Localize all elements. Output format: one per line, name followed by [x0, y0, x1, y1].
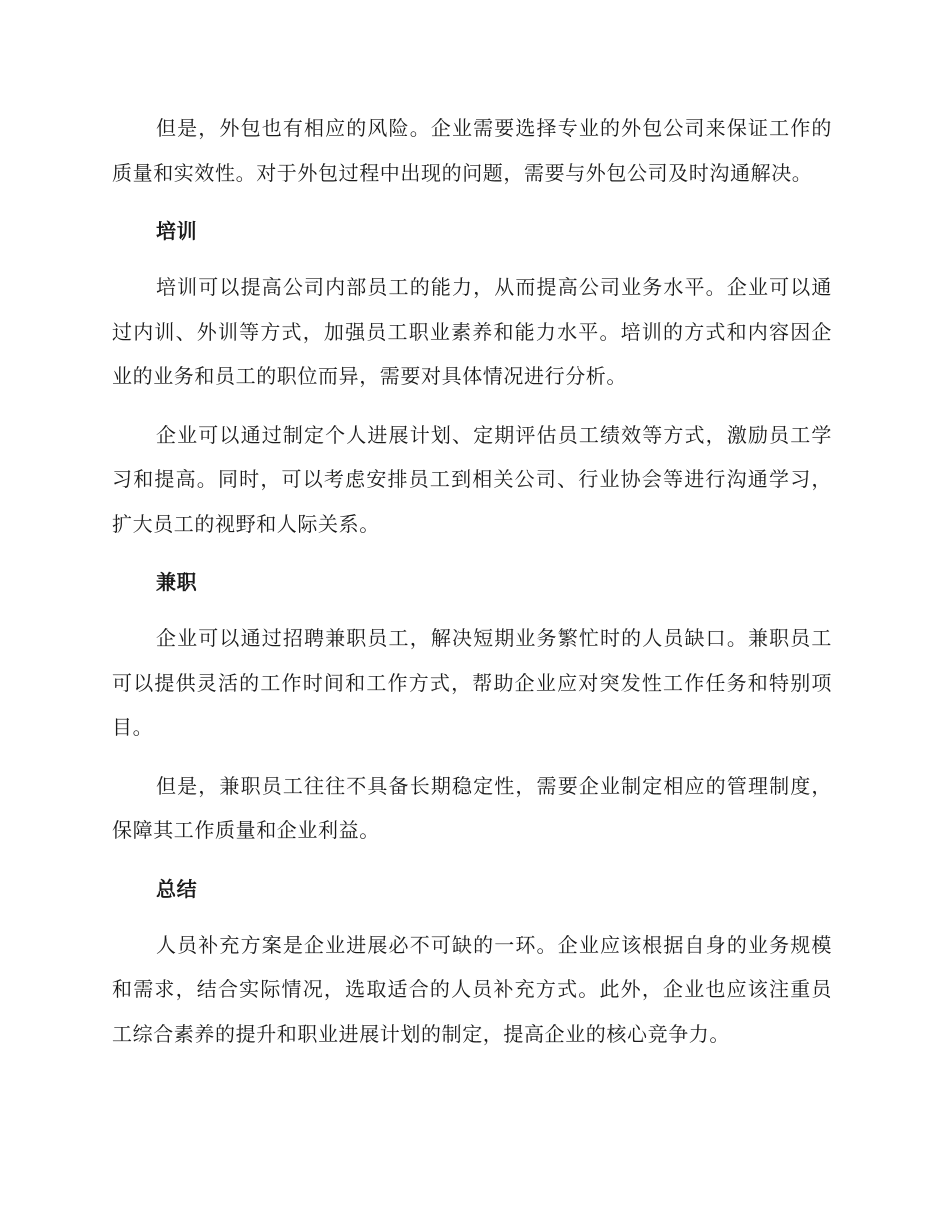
paragraph-part-time-risk: 但是，兼职员工往往不具备长期稳定性，需要企业制定相应的管理制度，保障其工作质量和企业利益。: [112, 773, 832, 842]
paragraph-training-intro: 培训可以提高公司内部员工的能力，从而提高公司业务水平。企业可以通过内训、外训等方式，加强员工职业素养和能力水平。培训的方式和内容因企业的业务和员工的职位而异，需要对具体情况进行分析。: [112, 275, 832, 388]
section-heading-summary: 总结: [156, 876, 198, 901]
document-page: [112, 106, 832, 1070]
section-heading-part-time: 兼职: [156, 570, 198, 594]
paragraph-summary: 人员补充方案是企业进展必不可缺的一环。企业应该根据自身的业务规模和需求，结合实际情况，选取适合的人员补充方式。此外，企业也应该注重员工综合素养的提升和职业进展计划的制定，提高企业的核心竞争力。: [112, 932, 832, 1046]
paragraph-outsourcing-risk: 但是，外包也有相应的风险。企业需要选择专业的外包公司来保证工作的质量和实效性。对于外包过程中出现的问题，需要与外包公司及时沟通解决。: [112, 116, 832, 185]
paragraph-part-time-intro: 企业可以通过招聘兼职员工，解决短期业务繁忙时的人员缺口。兼职员工可以提供灵活的工作时间和工作方式，帮助企业应对突发性工作任务和特别项目。: [112, 626, 832, 739]
section-heading-training: 培训: [156, 219, 198, 243]
paragraph-training-incentives: 企业可以通过制定个人进展计划、定期评估员工绩效等方式，激励员工学习和提高。同时，可以考虑安排员工到相关公司、行业协会等进行沟通学习，扩大员工的视野和人际关系。: [112, 422, 832, 536]
